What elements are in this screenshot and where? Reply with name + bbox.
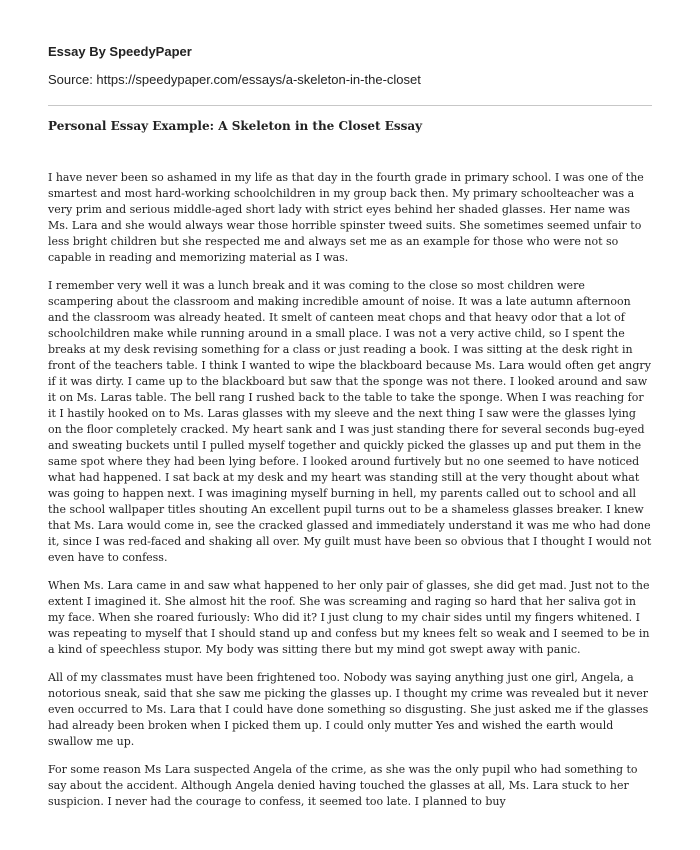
essay-paragraph-3: When Ms. Lara came in and saw what happened to her only pair of glasses, she did get mad. Just not to the extent I imagined it. She almost hit the roof. She was screaming and raging so hard that her saliva got in my face. When she roared furiously: Who did it? I just clung to my chair sides until my fingers whitened. I was repeating to myself that I should stand up and confess but my knees felt so weak and I seemed to be in a kind of speechless stupor. My body was sitting there but my mind got swept away with panic. [48, 579, 650, 656]
essay-paragraph-5: For some reason Ms Lara suspected Angela of the crime, as she was the only pupil who had something to say about the accident. Although Angela denied having touched the glasses at all, Ms. Lara stuck to her suspicion. I never had the courage to confess, it seemed too late. I planned to buy [48, 763, 638, 808]
essay-title: Personal Essay Example: A Skeleton in the Closet Essay [48, 119, 423, 133]
essay-paragraph-4: All of my classmates must have been frightened too. Nobody was saying anything just one girl, Angela, a notorious sneak, said that she saw me picking the glasses up. I thought my crime was revealed but it never even occurred to Ms. Lara that I could have done something so disgusting. She just asked me if the glasses had already been broken when I picked them up. I could only mutter Yes and wished the earth would swallow me up. [48, 671, 649, 748]
document-header-title: Essay By SpeedyPaper [48, 44, 192, 59]
essay-paragraph-2: I remember very well it was a lunch break and it was coming to the close so most children were scampering about the classroom and making incredible amount of noise. It was a late autumn afternoon and the classroom was already heated. It smelt of canteen meat chops and that heavy odor that a lot of schoolchildren make while running around in a small place. I was not a very active child, so I spent the breaks at my desk revising something for a class or just reading a book. I was sitting at the desk right in front of the teachers table. I think I wanted to wipe the blackboard because Ms. Lara would often get angry if it was dirty. I came up to the blackboard but saw that the sponge was not there. I looked around and saw it on Ms. Laras table. The bell rang I rushed back to the table to take the sponge. When I was reaching for it I hastily hooked on to Ms. Laras glasses with my sleeve and the next thing I saw were the glasses lying on the floor completely cracked. My heart sank and I was just standing there for several seconds bug-eyed and sweating buckets until I pulled myself together and quickly picked the glasses up and put them in the same spot where they had been lying before. I looked around furtively but no one seemed to have noticed what had happened. I sat back at my desk and my heart was standing still at the very thought about what was going to happen next. I was imagining myself burning in hell, my parents called out to school and all the school wallpaper titles shouting An excellent pupil turns out to be a shameless glasses breaker. I knew that Ms. Lara would come in, see the cracked glassed and immediately understand it was me who had done it, since I was red-faced and shaking all over. My guilt must have been so obvious that I thought I would not even have to confess. [48, 279, 652, 564]
essay-paragraph-1: I have never been so ashamed in my life as that day in the fourth grade in primary school. I was one of the smartest and most hard-working schoolchildren in my group back then. My primary schoolteacher was a very prim and serious middle-aged short lady with strict eyes behind her shaded glasses. Her name was Ms. Lara and she would always wear those horrible spinster tweed suits. She sometimes seemed unfair to less bright children but she respected me and always set me as an example for those who were not so capable in reading and memorizing material as I was. [48, 171, 644, 264]
source-line: Source: https://speedypaper.com/essays/a-skeleton-in-the-closet [48, 72, 421, 87]
header-divider [48, 105, 652, 106]
